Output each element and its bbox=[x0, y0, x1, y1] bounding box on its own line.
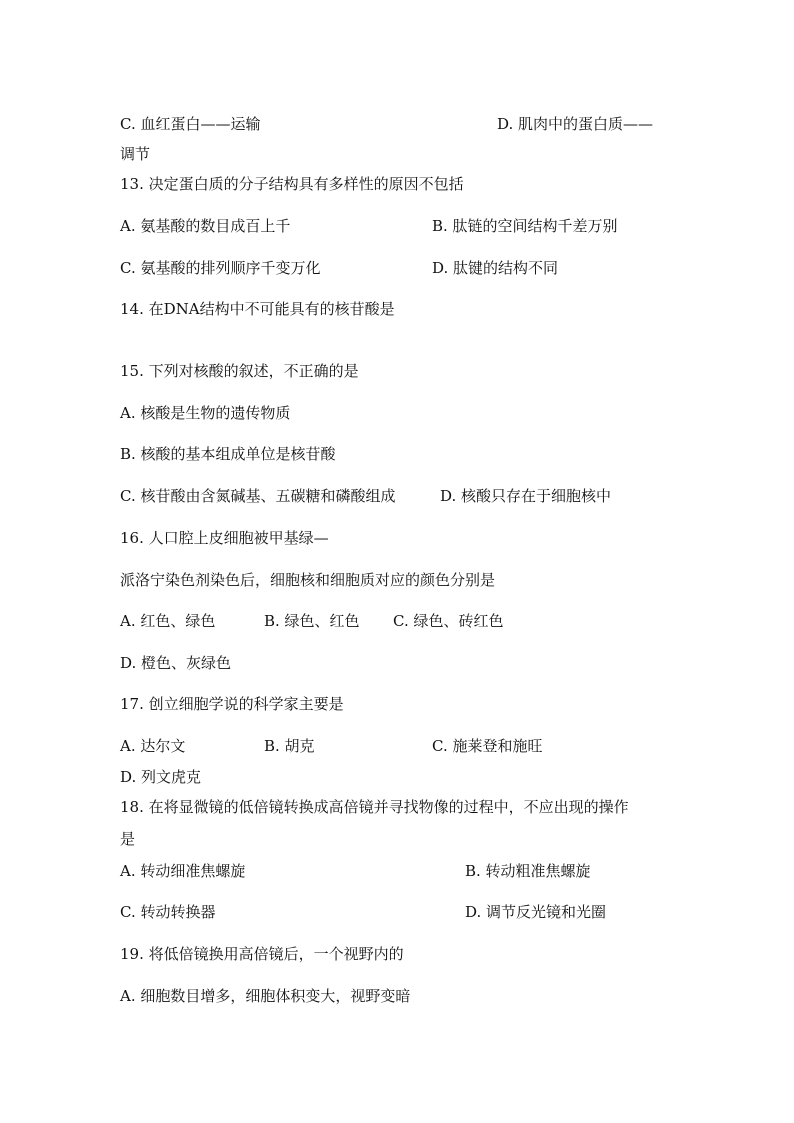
q13-option-c: C. 氨基酸的排列顺序千变万化 bbox=[120, 259, 321, 277]
q13-option-b: B. 肽链的空间结构千差万别 bbox=[432, 217, 618, 235]
q18-option-a: A. 转动细准焦螺旋 bbox=[120, 862, 246, 880]
q19-option-a: A. 细胞数目增多，细胞体积变大，视野变暗 bbox=[120, 987, 411, 1005]
q15-option-a: A. 核酸是生物的遗传物质 bbox=[120, 404, 291, 422]
q13-option-a: A. 氨基酸的数目成百上千 bbox=[120, 217, 291, 235]
question-18-continuation: 是 bbox=[120, 830, 136, 848]
q18-option-c: C. 转动转换器 bbox=[120, 903, 216, 921]
option-c-hemoglobin: C. 血红蛋白——运输 bbox=[120, 115, 261, 133]
option-d-muscle-protein: D. 肌肉中的蛋白质—— bbox=[497, 115, 654, 133]
q16-option-a: A. 红色、绿色 bbox=[120, 612, 216, 630]
q17-option-b: B. 胡克 bbox=[264, 737, 315, 755]
question-15: 15. 下列对核酸的叙述，不正确的是 bbox=[120, 362, 359, 380]
q15-option-d: D. 核酸只存在于细胞核中 bbox=[440, 487, 612, 505]
q15-option-c: C. 核苷酸由含氮碱基、五碳糖和磷酸组成 bbox=[120, 487, 396, 505]
q15-option-b: B. 核酸的基本组成单位是核苷酸 bbox=[120, 445, 336, 463]
q16-option-b: B. 绿色、红色 bbox=[264, 612, 360, 630]
question-18: 18. 在将显微镜的低倍镜转换成高倍镜并寻找物像的过程中，不应出现的操作 bbox=[120, 798, 629, 816]
q18-option-b: B. 转动粗准焦螺旋 bbox=[465, 862, 591, 880]
option-d-continuation: 调节 bbox=[120, 145, 151, 163]
q13-option-d: D. 肽键的结构不同 bbox=[432, 259, 559, 277]
question-13: 13. 决定蛋白质的分子结构具有多样性的原因不包括 bbox=[120, 175, 464, 193]
question-14: 14. 在DNA结构中不可能具有的核苷酸是 bbox=[120, 300, 395, 318]
question-19: 19. 将低倍镜换用高倍镜后，一个视野内的 bbox=[120, 945, 404, 963]
question-16-continuation: 派洛宁染色剂染色后，细胞核和细胞质对应的颜色分别是 bbox=[120, 571, 496, 589]
q16-option-d: D. 橙色、灰绿色 bbox=[120, 654, 232, 672]
q17-option-a: A. 达尔文 bbox=[120, 737, 186, 755]
q17-option-d: D. 列文虎克 bbox=[120, 768, 202, 786]
q17-option-c: C. 施莱登和施旺 bbox=[432, 737, 543, 755]
q18-option-d: D. 调节反光镜和光圈 bbox=[465, 903, 607, 921]
q16-option-c: C. 绿色、砖红色 bbox=[393, 612, 504, 630]
question-16: 16. 人口腔上皮细胞被甲基绿— bbox=[120, 529, 329, 547]
question-17: 17. 创立细胞学说的科学家主要是 bbox=[120, 695, 344, 713]
